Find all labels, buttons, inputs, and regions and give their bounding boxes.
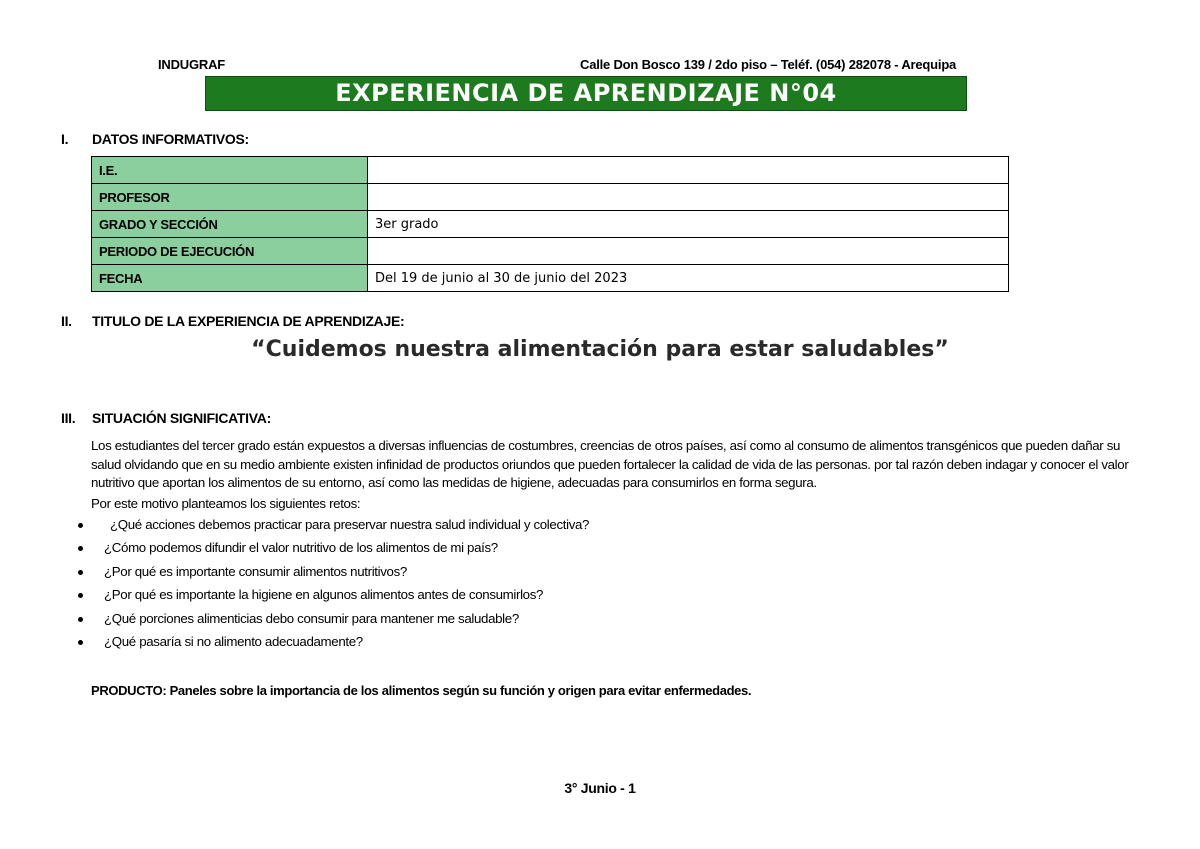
bullet-icon — [78, 523, 83, 528]
table-value-fecha: Del 19 de junio al 30 de junio del 2023 — [368, 265, 1009, 292]
table-key-fecha: FECHA — [92, 265, 368, 292]
table-row — [92, 238, 1009, 265]
header-address: Calle Don Bosco 139 / 2do piso – Teléf. (054) 282078 - Arequipa — [580, 57, 957, 72]
bullet-icon — [78, 546, 83, 551]
challenge-text: ¿Qué porciones alimenticias debo consumir para mantener me saludable? — [104, 610, 519, 626]
section-label: SITUACIÓN SIGNIFICATIVA: — [92, 410, 271, 426]
situation-paragraph: Los estudiantes del tercer grado están expuestos a diversas influencias de costumbres, creencias de otros países, así como al consumo de alimentos transgénicos que pueden dañar su salud olvidando que en su medio ambiente existen infinidad de productos oriundos que pueden fortalecer la calidad de vida de las personas. por tal razón deben indagar y conocer el valor nutritivo que aportan los alimentos de su entorno, así como las medidas de higiene, adecuadas para consumirlos en forma segura. — [91, 438, 1129, 490]
section-number: II. — [61, 313, 72, 329]
challenge-text: ¿Por qué es importante consumir alimentos nutritivos? — [104, 563, 407, 579]
experience-title: “Cuidemos nuestra alimentación para estar saludables” — [251, 337, 949, 362]
info-table — [91, 156, 1009, 292]
bullet-icon — [78, 570, 83, 575]
challenges-lead: Por este motivo planteamos los siguientes retos: — [91, 496, 361, 511]
challenge-text: ¿Por qué es importante la higiene en algunos alimentos antes de consumirlos? — [104, 587, 544, 603]
challenge-text: ¿Qué acciones debemos practicar para preservar nuestra salud individual y colectiva? — [110, 517, 590, 532]
bullet-icon — [78, 593, 83, 598]
table-key-grado: GRADO Y SECCIÓN — [92, 211, 368, 238]
bullet-icon — [78, 617, 83, 622]
product-label: PRODUCTO: — [91, 683, 167, 698]
section-label: TITULO DE LA EXPERIENCIA DE APRENDIZAJE: — [92, 313, 405, 329]
section-number: I. — [61, 131, 69, 147]
table-key-profesor: PROFESOR — [92, 184, 368, 211]
table-key-periodo: PERIODO DE EJECUCIÓN — [92, 238, 368, 265]
challenge-text: ¿Cómo podemos difundir el valor nutritivo de los alimentos de mi país? — [104, 540, 498, 556]
table-row — [92, 184, 1009, 211]
challenge-text: ¿Qué pasaría si no alimento adecuadamente? — [104, 633, 363, 649]
table-value-grado: 3er grado — [368, 211, 1009, 238]
table-value-ie — [368, 157, 1009, 184]
section-number: III. — [61, 410, 76, 426]
product-text: Paneles sobre la importancia de los alimentos según su función y origen para evitar enfermedades. — [166, 683, 752, 698]
bullet-icon — [78, 640, 83, 645]
product-statement — [91, 683, 751, 698]
header-company: INDUGRAF — [158, 57, 226, 72]
document-title: EXPERIENCIA DE APRENDIZAJE N°04 — [205, 76, 967, 111]
page-footer: 3° Junio - 1 — [564, 780, 636, 796]
table-value-periodo — [368, 238, 1009, 265]
table-value-profesor — [368, 184, 1009, 211]
table-key-ie: I.E. — [92, 157, 368, 184]
table-row — [92, 265, 1009, 292]
table-row — [92, 211, 1009, 238]
section-label: DATOS INFORMATIVOS: — [92, 131, 249, 147]
table-row — [92, 157, 1009, 184]
